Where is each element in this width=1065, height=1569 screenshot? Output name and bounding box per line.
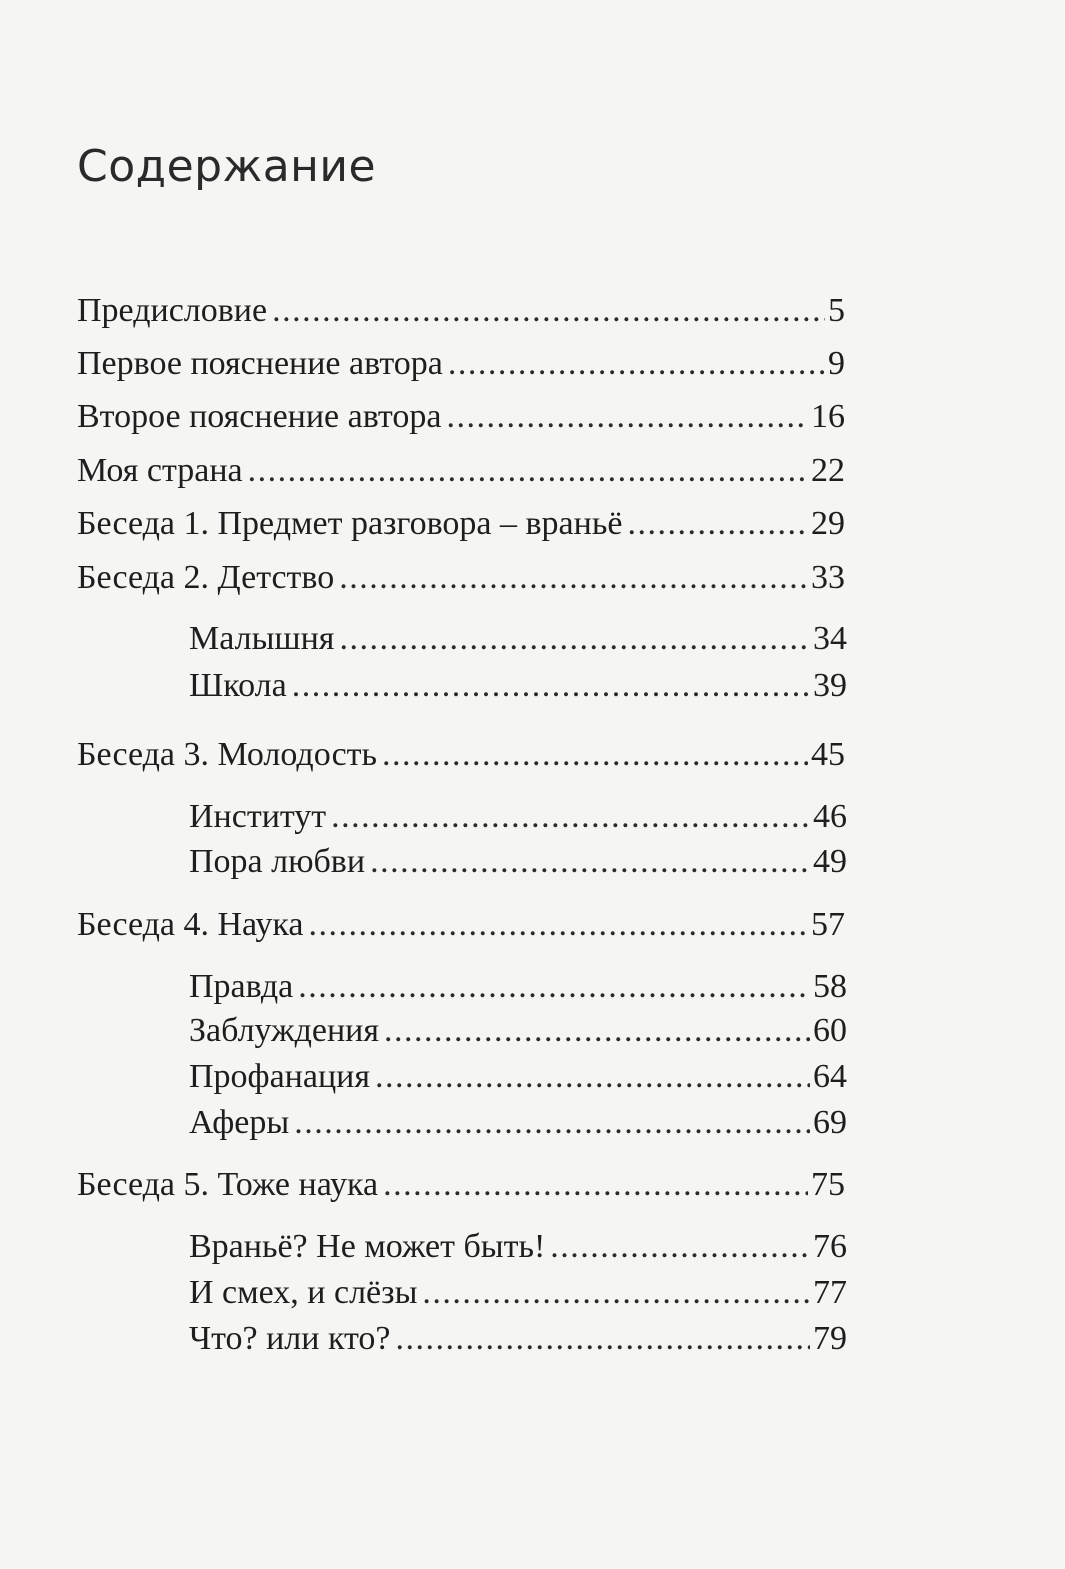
dot-leader (382, 734, 808, 776)
toc-subentry-kids[interactable] (189, 618, 847, 660)
toc-entry-page: 49 (813, 843, 847, 880)
toc-entry-talk-5[interactable] (77, 1164, 845, 1206)
toc-entry-page: 69 (813, 1104, 847, 1141)
toc-entry-page: 64 (813, 1058, 847, 1095)
toc-entry-page: 22 (811, 452, 845, 489)
dot-leader (331, 796, 810, 838)
toc-entry-page: 46 (813, 798, 847, 835)
dot-leader (446, 396, 808, 438)
toc-entry-title: Беседа 4. Наука (77, 906, 304, 943)
toc-entry-title: Заблуждения (189, 1012, 380, 1049)
toc-entry-title: Аферы (189, 1104, 290, 1141)
toc-subentry-scams[interactable] (189, 1102, 847, 1144)
toc-entry-title: Школа (189, 667, 287, 704)
toc-entry-page: 16 (811, 398, 845, 435)
toc-entry-page: 29 (811, 505, 845, 542)
toc-subentry-love[interactable] (189, 841, 847, 883)
toc-entry-page: 9 (828, 345, 845, 382)
toc-entry-talk-2[interactable] (77, 557, 845, 599)
dot-leader (383, 1164, 808, 1206)
contents-heading: Содержание (77, 141, 377, 192)
dot-leader (396, 1318, 810, 1360)
toc-entry-page: 58 (813, 968, 847, 1005)
toc-entry-page: 76 (813, 1228, 847, 1265)
dot-leader (627, 503, 808, 545)
dot-leader (339, 618, 810, 660)
toc-entry-my-country[interactable] (77, 450, 845, 492)
toc-entry-talk-1[interactable] (77, 503, 845, 545)
toc-entry-page: 79 (813, 1320, 847, 1357)
toc-subentry-institute[interactable] (189, 796, 847, 838)
toc-entry-page: 57 (811, 906, 845, 943)
dot-leader (292, 665, 810, 707)
toc-entry-page: 60 (813, 1012, 847, 1049)
toc-subentry-delusions[interactable] (189, 1010, 847, 1052)
toc-entry-preface[interactable] (77, 290, 845, 332)
dot-leader (339, 557, 808, 599)
toc-subentry-truth[interactable] (189, 966, 847, 1008)
toc-entry-title: Предисловие (77, 292, 268, 329)
toc-entry-page: 33 (811, 559, 845, 596)
toc-entry-page: 75 (811, 1166, 845, 1203)
toc-subentry-profanation[interactable] (189, 1056, 847, 1098)
toc-entry-title: Институт (189, 798, 327, 835)
toc-subentry-lies-impossible[interactable] (189, 1226, 847, 1268)
toc-entry-title: Первое пояснение автора (77, 345, 443, 382)
toc-entry-talk-3[interactable] (77, 734, 845, 776)
dot-leader (370, 841, 810, 883)
dot-leader (448, 343, 825, 385)
toc-entry-title: И смех, и слёзы (189, 1274, 418, 1311)
toc-entry-title: Второе пояснение автора (77, 398, 442, 435)
dot-leader (298, 966, 810, 1008)
toc-entry-title: Моя страна (77, 452, 243, 489)
toc-entry-page: 45 (811, 736, 845, 773)
toc-entry-page: 77 (813, 1274, 847, 1311)
dot-leader (294, 1102, 810, 1144)
toc-entry-page: 34 (813, 620, 847, 657)
toc-entry-title: Беседа 1. Предмет разговора – враньё (77, 505, 623, 542)
toc-entry-title: Враньё? Не может быть! (189, 1228, 546, 1265)
toc-entry-title: Пора любви (189, 843, 366, 880)
toc-entry-page: 39 (813, 667, 847, 704)
toc-entry-second-note[interactable] (77, 396, 845, 438)
toc-subentry-what-or-who[interactable] (189, 1318, 847, 1360)
toc-entry-title: Что? или кто? (189, 1320, 391, 1357)
toc-entry-title: Профанация (189, 1058, 370, 1095)
dot-leader (375, 1056, 810, 1098)
toc-subentry-laughter-tears[interactable] (189, 1272, 847, 1314)
toc-entry-title: Правда (189, 968, 294, 1005)
dot-leader (422, 1272, 810, 1314)
toc-entry-talk-4[interactable] (77, 904, 845, 946)
toc-entry-title: Беседа 3. Молодость (77, 736, 378, 773)
dot-leader (309, 904, 808, 946)
toc-entry-title: Малышня (189, 620, 335, 657)
toc-entry-first-note[interactable] (77, 343, 845, 385)
dot-leader (384, 1010, 810, 1052)
toc-subentry-school[interactable] (189, 665, 847, 707)
toc-entry-title: Беседа 5. Тоже наука (77, 1166, 379, 1203)
dot-leader (550, 1226, 810, 1268)
dot-leader (248, 450, 808, 492)
dot-leader (272, 290, 825, 332)
toc-entry-title: Беседа 2. Детство (77, 559, 335, 596)
toc-entry-page: 5 (828, 292, 845, 329)
